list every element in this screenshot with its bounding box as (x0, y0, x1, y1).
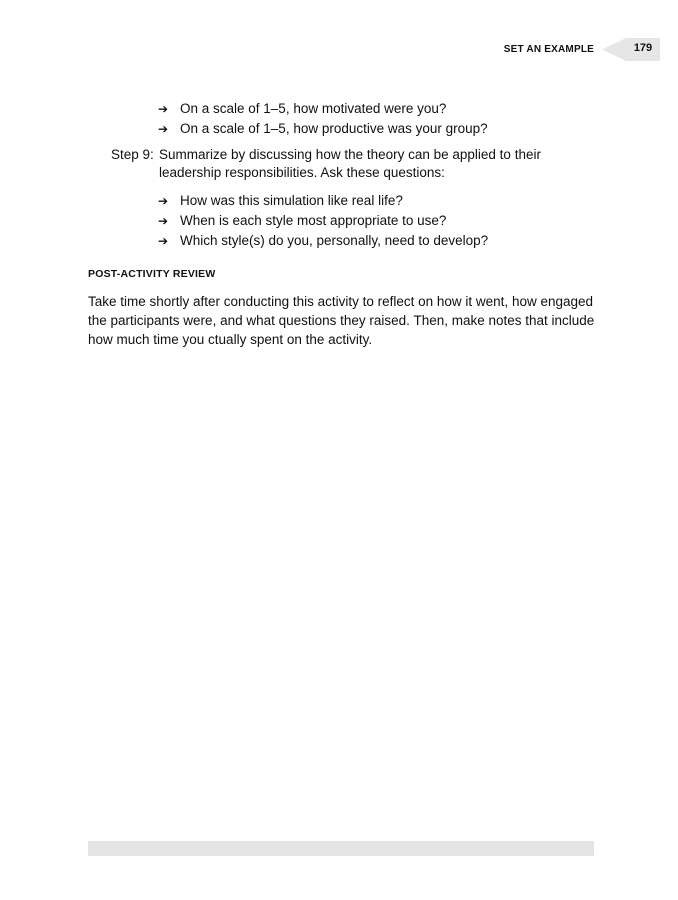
arrow-right-icon: ➔ (158, 234, 169, 248)
review-paragraph: Take time shortly after conducting this activity to reflect on how it went, how engaged the participants were, and what questions they raised. Then, make notes that include how much time you ctually spent on the activity. (88, 294, 595, 347)
question-list-summary (158, 191, 488, 251)
arrow-right-icon: ➔ (158, 214, 169, 228)
list-item-text: How was this simulation like real life? (180, 193, 403, 208)
list-item-text: On a scale of 1–5, how motivated were you? (180, 101, 447, 116)
list-item-text: When is each style most appropriate to use? (180, 213, 447, 228)
step-9 (111, 146, 571, 182)
arrow-right-icon: ➔ (158, 122, 169, 136)
footer-bar (88, 841, 594, 856)
list-item (158, 99, 488, 119)
arrow-right-icon: ➔ (158, 194, 169, 208)
step-text: Summarize by discussing how the theory can be applied to their leadership responsibilities. Ask these questions: (159, 147, 541, 180)
section-heading: POST-ACTIVITY REVIEW (88, 268, 216, 280)
list-item-text: Which style(s) do you, personally, need to develop? (180, 233, 489, 248)
list-item-text: On a scale of 1–5, how productive was your group? (180, 121, 488, 136)
arrow-right-icon: ➔ (158, 102, 169, 116)
list-item (158, 231, 488, 251)
question-list-ratings (158, 99, 488, 139)
step-label: Step 9: (111, 147, 154, 162)
list-item (158, 191, 488, 211)
running-head: SET AN EXAMPLE (503, 44, 594, 55)
list-item (158, 211, 488, 231)
page-number: 179 (633, 42, 653, 54)
list-item (158, 119, 488, 139)
